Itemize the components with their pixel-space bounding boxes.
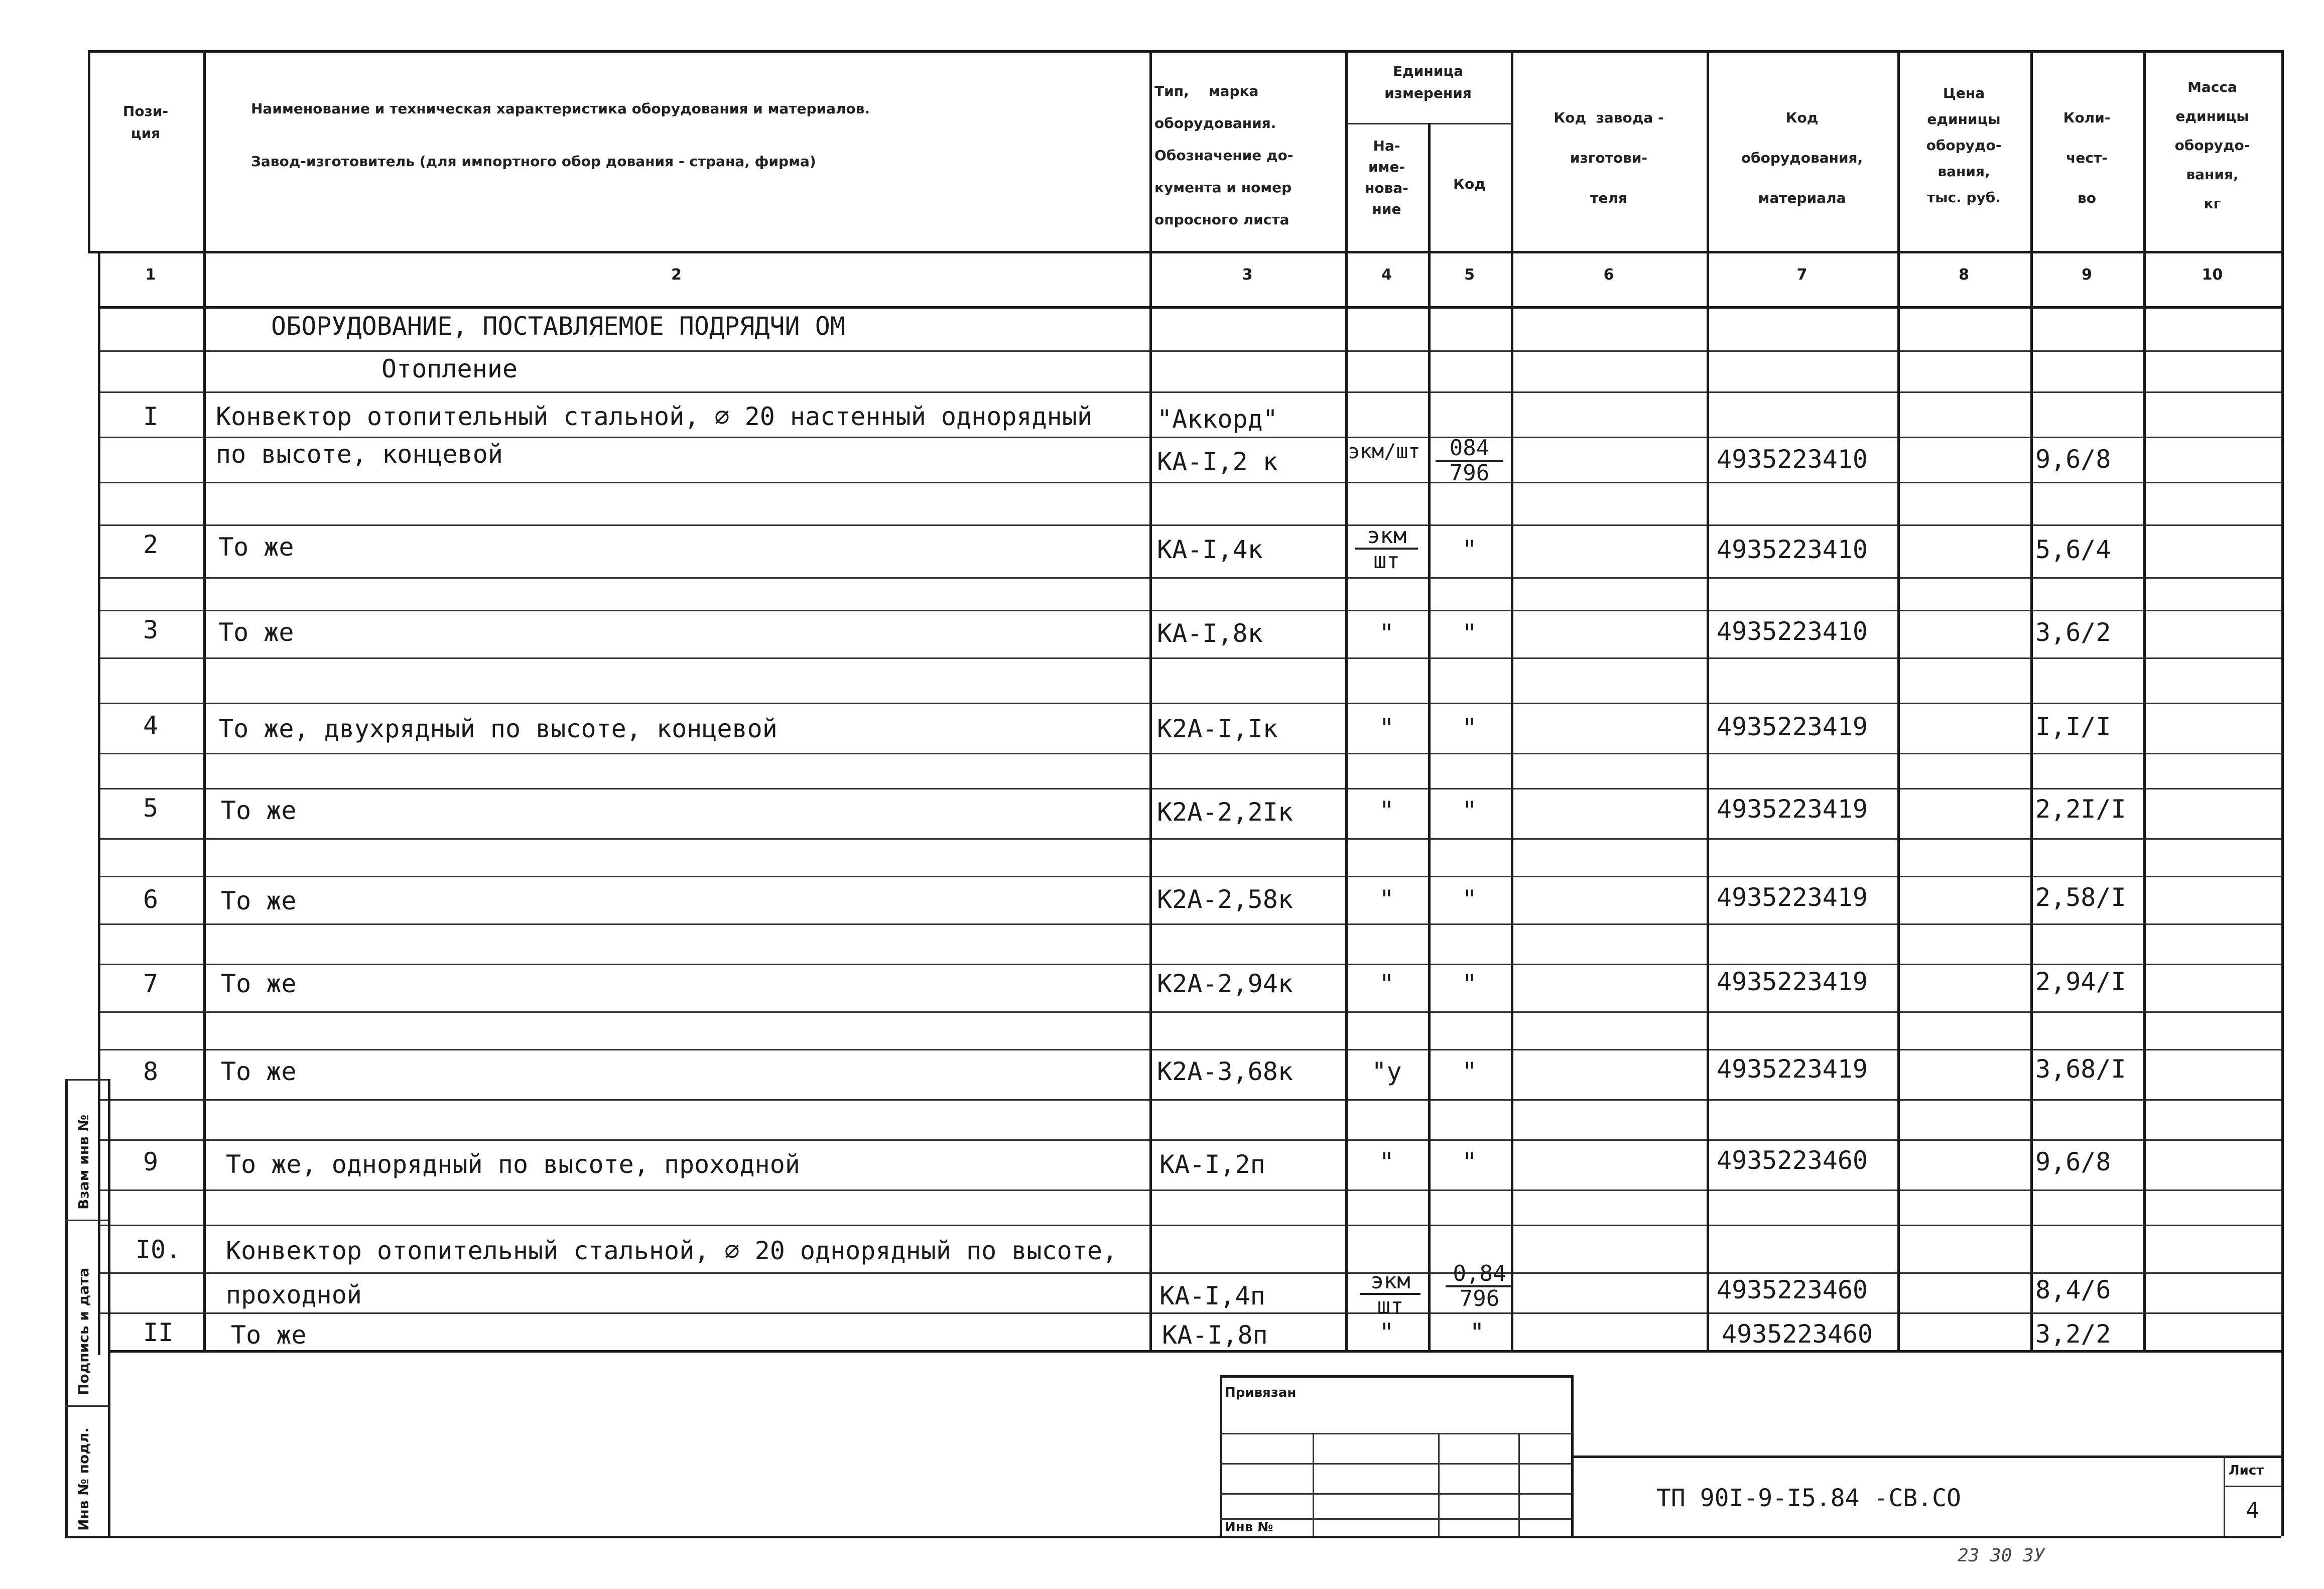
column-number: 2 <box>671 266 682 284</box>
section-title: ОБОРУДОВАНИЕ, ПОСТАВЛЯЕМОЕ ПОДРЯДЧИ ОМ <box>271 312 845 341</box>
row-quantity: 9,6/8 <box>2035 1147 2111 1176</box>
row-code: 4935223410 <box>1717 445 1868 474</box>
row-unit-name: " <box>1379 1147 1394 1176</box>
row-unit-code: " <box>1462 535 1477 564</box>
row-code: 4935223419 <box>1717 1054 1868 1084</box>
row-type: "Аккорд" <box>1157 405 1278 434</box>
row-type: КА-I,4п <box>1159 1281 1265 1310</box>
column-number: 4 <box>1381 266 1392 284</box>
stamp-privyazan: Привязан <box>1225 1385 1297 1400</box>
row-name: То же <box>231 1320 307 1350</box>
row-quantity: I,I/I <box>2035 712 2111 741</box>
row-unit-name: экм шт <box>1360 1270 1421 1318</box>
row-name: То же <box>221 969 297 998</box>
header-price: Цена единицы оборудо- вания, тыс. руб. <box>1926 85 2002 206</box>
row-position: 6 <box>143 885 159 914</box>
row-unit-name: экм шт <box>1355 524 1418 573</box>
row-code: 4935223419 <box>1717 883 1868 912</box>
row-unit-name: " <box>1379 885 1394 914</box>
header-unit-name: На- име- нова- ние <box>1365 138 1408 217</box>
row-position: I <box>143 402 159 431</box>
row-unit-code: " <box>1462 1057 1477 1086</box>
row-unit-code: " <box>1462 619 1477 648</box>
row-unit-name: "у <box>1371 1057 1402 1086</box>
row-type: КА-I,8п <box>1162 1320 1268 1350</box>
row-code: 4935223460 <box>1717 1146 1868 1175</box>
row-name: То же <box>221 1057 297 1086</box>
row-position: 4 <box>143 711 159 740</box>
column-number: 3 <box>1242 266 1253 284</box>
row-type: КА-I,8к <box>1157 619 1263 648</box>
header-equipment-code: Код оборудования, материала <box>1741 109 1863 206</box>
header-maker-code: Код завода - изготови- теля <box>1554 109 1664 206</box>
row-name: То же <box>221 886 297 915</box>
row-type: К2А-2,58к <box>1157 885 1293 914</box>
row-position: 2 <box>143 530 159 559</box>
row-quantity: 3,68/I <box>2035 1054 2126 1084</box>
row-position: I0. <box>135 1235 181 1264</box>
row-position: 8 <box>143 1057 159 1086</box>
row-name: То же <box>221 796 297 825</box>
row-quantity: 2,94/I <box>2035 967 2126 996</box>
header-unit-group: Единица измерения <box>1384 63 1472 101</box>
row-name: То же, двухрядный по высоте, концевой <box>218 714 778 743</box>
row-name: Конвектор отопительный стальной, ∅ 20 настенный однорядный <box>216 402 1092 431</box>
row-code: 4935223410 <box>1717 535 1868 564</box>
column-number: 5 <box>1464 266 1475 284</box>
header-unit-code: Код <box>1453 176 1486 192</box>
row-quantity: 2,58/I <box>2035 883 2126 912</box>
row-name: То же <box>218 618 294 647</box>
document-code: ТП 90I-9-I5.84 -СВ.СО <box>1656 1484 1961 1512</box>
row-unit-name: " <box>1379 969 1394 998</box>
row-name: То же, однорядный по высоте, проходной <box>226 1150 800 1179</box>
row-code: 4935223419 <box>1717 794 1868 824</box>
bottom-note: 23 30 3У <box>1958 1545 2045 1566</box>
row-type: КА-I,2п <box>1159 1150 1265 1179</box>
column-number: 1 <box>145 266 156 284</box>
row-quantity: 2,2I/I <box>2035 794 2126 824</box>
row-code: 4935223419 <box>1717 712 1868 741</box>
row-code: 4935223419 <box>1717 967 1868 996</box>
row-unit-code: " <box>1469 1318 1485 1347</box>
column-number: 10 <box>2202 266 2223 284</box>
row-unit-code: " <box>1462 713 1477 742</box>
side-inv-podl: Инв № подл. <box>75 1427 92 1531</box>
side-signature-date: Подпись и дата <box>75 1267 92 1395</box>
row-unit-name: экм/шт <box>1348 440 1421 463</box>
header-name-line1: Наименование и техническая характеристика оборудования и материалов. <box>251 100 870 117</box>
header-position: Пози- ция <box>122 103 169 142</box>
row-unit-code: " <box>1462 1147 1477 1176</box>
row-type: К2А-2,94к <box>1157 969 1293 998</box>
row-position: II <box>143 1318 174 1347</box>
row-quantity: 8,4/6 <box>2035 1275 2111 1304</box>
sheet-number: 4 <box>2246 1498 2259 1523</box>
row-unit-code: " <box>1462 969 1477 998</box>
header-name-line2: Завод-изготовитель (для импортного обор дования - страна, фирма) <box>251 153 816 170</box>
header-mass: Масса единицы оборудо- вания, кг <box>2174 79 2250 212</box>
row-position: 5 <box>143 793 159 823</box>
row-type: КА-I,4к <box>1157 535 1263 564</box>
row-quantity: 3,6/2 <box>2035 618 2111 647</box>
row-type: КА-I,2 к <box>1157 447 1278 476</box>
row-type: К2А-I,Iк <box>1157 714 1278 743</box>
row-unit-name: " <box>1379 713 1394 742</box>
column-number: 9 <box>2082 266 2092 284</box>
column-number: 8 <box>1959 266 1969 284</box>
row-code: 4935223410 <box>1717 617 1868 646</box>
row-position: 9 <box>143 1147 159 1176</box>
header-type: Тип, марка оборудования. Обозначение до- кумента и номер опросного листа <box>1154 83 1294 228</box>
row-quantity: 3,2/2 <box>2035 1319 2111 1349</box>
row-name: по высоте, концевой <box>216 440 503 469</box>
sheet-label: Лист <box>2229 1463 2264 1478</box>
column-number: 6 <box>1603 266 1614 284</box>
row-unit-name: " <box>1379 796 1394 825</box>
row-code: 4935223460 <box>1717 1275 1868 1304</box>
stamp-inv-no: Инв № <box>1225 1520 1273 1535</box>
row-position: 7 <box>143 969 159 998</box>
row-name: Конвектор отопительный стальной, ∅ 20 однорядный по высоте, <box>226 1236 1118 1265</box>
row-name: проходной <box>226 1280 362 1309</box>
row-quantity: 5,6/4 <box>2035 535 2111 564</box>
row-code: 4935223460 <box>1722 1319 1873 1349</box>
row-quantity: 9,6/8 <box>2035 445 2111 474</box>
side-vzam-inv: Взам инв № <box>75 1114 92 1210</box>
row-position: 3 <box>143 615 159 644</box>
row-unit-code: $\frac{0,84}{796}$ <box>1446 1262 1513 1310</box>
row-name: То же <box>218 533 294 562</box>
row-unit-name: " <box>1379 619 1394 648</box>
header-quantity: Коли- чест- во <box>2063 109 2111 206</box>
row-unit-code: $\frac{084}{796}$ <box>1436 437 1503 485</box>
row-type: К2А-3,68к <box>1157 1057 1293 1086</box>
row-unit-name: " <box>1379 1318 1394 1347</box>
row-type: К2А-2,2Iк <box>1157 798 1293 827</box>
row-unit-code: " <box>1462 796 1477 825</box>
column-number: 7 <box>1796 266 1807 284</box>
subsection-title: Отопление <box>381 354 518 383</box>
row-unit-code: " <box>1462 885 1477 914</box>
